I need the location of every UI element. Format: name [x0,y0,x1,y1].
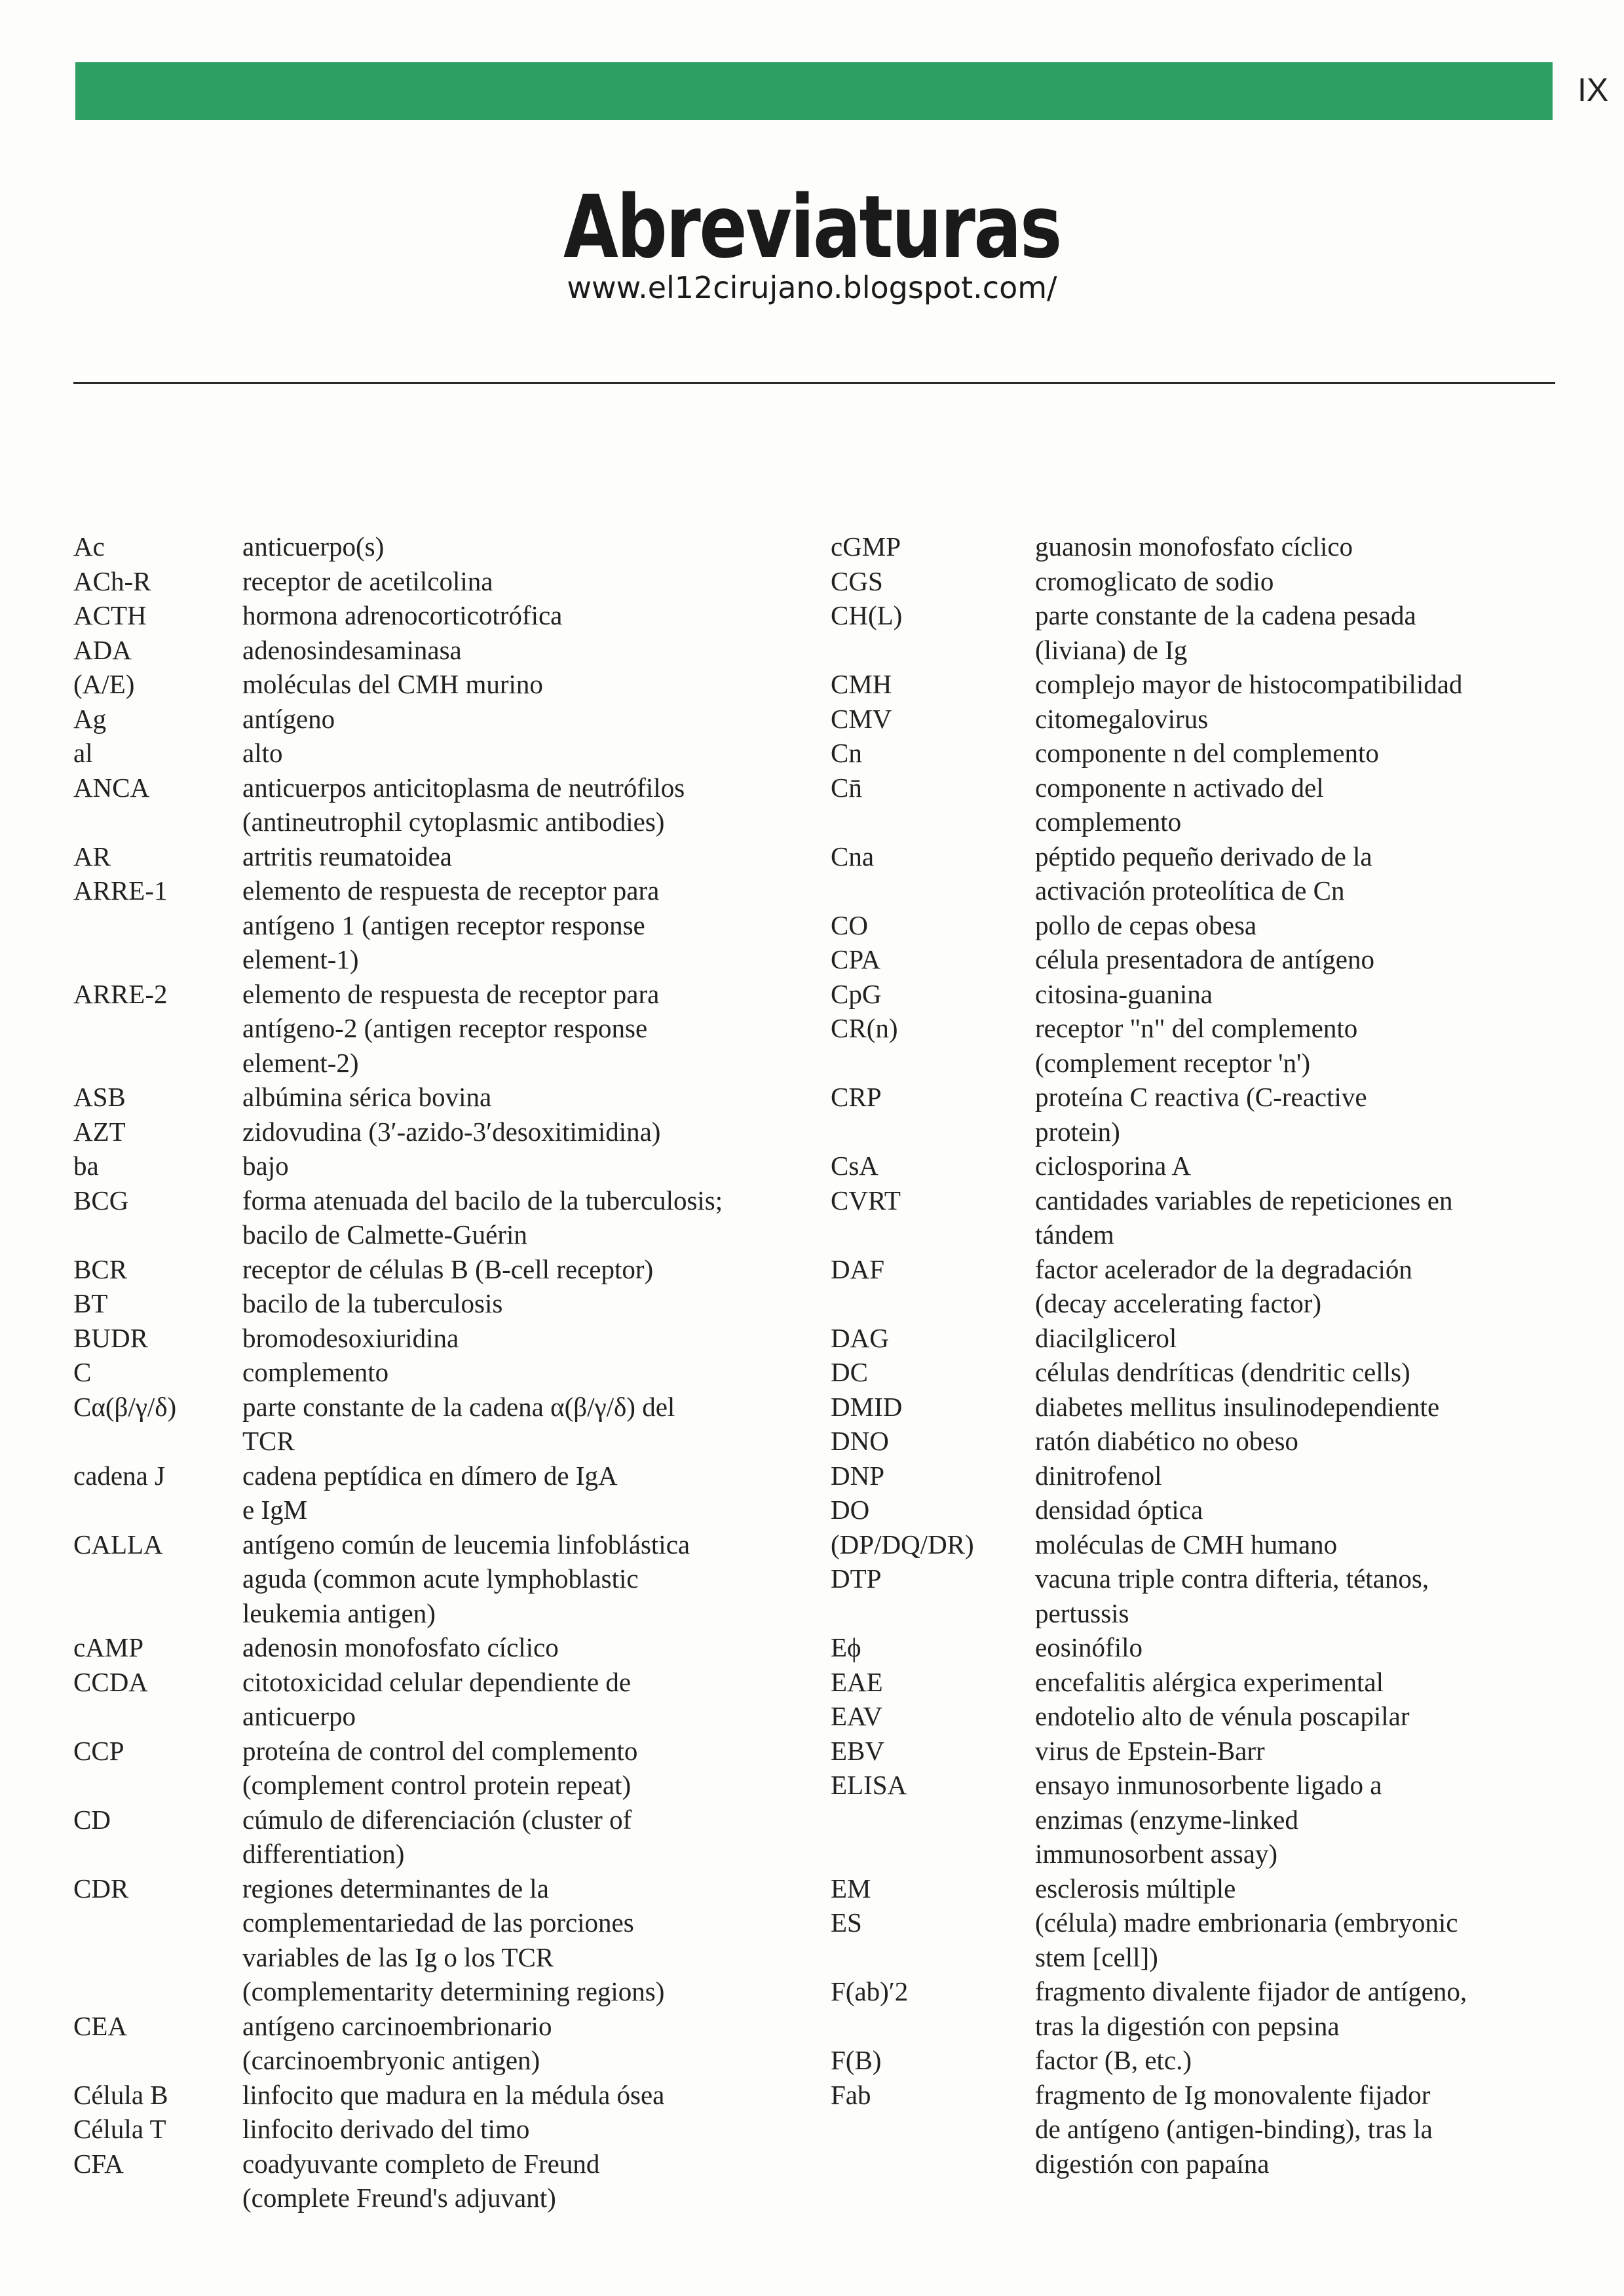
abbreviation-term: DO [831,1495,870,1525]
abbreviation-definition: antígeno carcinoembrionario (carcinoembryonic antigen) [242,2010,552,2075]
abbreviation-term: CR(n) [831,1013,898,1043]
abbreviation-definition: forma atenuada del bacilo de la tuberculosis; bacilo de Calmette-Guérin [242,1185,723,1250]
abbreviation-definition: citosina-guanina [1035,978,1213,1009]
abbreviation-entry [73,2078,807,2113]
abbreviation-term: ES [831,1907,862,1938]
abbreviation-entry [831,1321,1551,1356]
abbreviation-entry [73,1321,807,1356]
source-url: www.el12cirujano.blogspot.com/ [567,270,1057,305]
abbreviation-entry [831,1734,1551,1769]
abbreviation-entry [831,1665,1551,1700]
abbreviation-term: DMID [831,1391,903,1422]
abbreviation-definition: bromodesoxiuridina [242,1322,459,1353]
abbreviation-entry [73,1149,807,1183]
abbreviation-entry [73,1665,807,1734]
abbreviation-entry [831,1252,1551,1321]
page-number: IX [1577,71,1609,108]
abbreviation-entry [831,1355,1551,1390]
abbreviation-definition: dinitrofenol [1035,1460,1162,1491]
abbreviation-term: cadena J [73,1460,165,1491]
abbreviation-term: BCG [73,1185,129,1215]
abbreviation-definition: regiones determinantes de la complementariedad de las porciones variables de las Ig o los TCR (complementarity determining regions) [242,1873,665,2006]
abbreviation-term: EAV [831,1701,882,1731]
abbreviation-entry [831,1459,1551,1493]
page-title: Abreviaturas [563,177,1061,278]
abbreviation-term: CRP [831,1082,882,1112]
abbreviation-definition: cadena peptídica en dímero de IgA e IgM [242,1460,618,1525]
abbreviation-definition: albúmina sérica bovina [242,1082,492,1112]
abbreviation-term: cGMP [831,531,901,562]
abbreviation-entry [831,942,1551,977]
abbreviation-term: CsA [831,1151,878,1181]
abbreviation-entry [831,771,1551,839]
abbreviation-definition: receptor de células B (B-cell receptor) [242,1253,654,1284]
abbreviation-definition: vacuna triple contra difteria, tétanos, pertussis [1035,1563,1429,1628]
abbreviation-entry [831,977,1551,1012]
abbreviations-left-column [73,529,807,2215]
abbreviation-definition: pollo de cepas obesa [1035,909,1257,940]
abbreviation-definition: parte constante de la cadena pesada (liviana) de Ig [1035,600,1416,665]
abbreviation-term: CMH [831,669,892,699]
abbreviation-definition: células dendríticas (dendritic cells) [1035,1357,1410,1387]
abbreviation-definition: factor acelerador de la degradación (decay accelerating factor) [1035,1253,1412,1318]
abbreviation-definition: receptor "n" del complemento (complement receptor 'n') [1035,1013,1358,1078]
abbreviation-definition: fragmento divalente fijador de antígeno, tras la digestión con pepsina [1035,1976,1467,2041]
abbreviation-definition: ciclosporina A [1035,1151,1191,1181]
abbreviation-definition: densidad óptica [1035,1495,1203,1525]
abbreviation-definition: guanosin monofosfato cíclico [1035,531,1353,562]
abbreviation-entry [73,1871,807,2009]
abbreviation-definition: moléculas de CMH humano [1035,1529,1338,1559]
abbreviation-term: Cna [831,841,875,871]
abbreviation-term: ACh-R [73,565,151,596]
abbreviation-definition: componente n del complemento [1035,738,1379,768]
abbreviation-definition: elemento de respuesta de receptor para antígeno-2 (antigen receptor response element-2) [242,978,660,1078]
abbreviation-term: EAE [831,1666,883,1697]
abbreviation-term: CO [831,909,868,940]
abbreviation-entry [73,1252,807,1287]
abbreviation-term: Ac [73,531,105,562]
abbreviation-entry [73,2009,807,2078]
abbreviation-entry [831,1183,1551,1252]
abbreviation-term: EBV [831,1735,884,1766]
abbreviation-entry [73,977,807,1081]
abbreviation-entry [73,839,807,874]
abbreviation-definition: anticuerpos anticitoplasma de neutrófilos (antineutrophil cytoplasmic antibodies) [242,772,685,837]
abbreviation-definition: bacilo de la tuberculosis [242,1288,503,1318]
abbreviation-term: DNO [831,1426,889,1456]
abbreviation-term: DAF [831,1253,885,1284]
abbreviation-term: EM [831,1873,871,1904]
abbreviation-term: F(ab)′2 [831,1976,909,2006]
abbreviation-entry [73,2147,807,2215]
abbreviation-term: ACTH [73,600,147,630]
abbreviation-entry [831,1527,1551,1562]
abbreviation-entry [831,1149,1551,1183]
abbreviation-entry [831,1080,1551,1149]
abbreviation-term: BUDR [73,1322,148,1353]
abbreviation-definition: eosinófilo [1035,1632,1142,1662]
abbreviation-term: CDR [73,1873,129,1904]
abbreviation-entry [831,1905,1551,1974]
abbreviation-definition: citotoxicidad celular dependiente de anticuerpo [242,1666,632,1731]
abbreviation-definition: antígeno común de leucemia linfoblástica aguda (common acute lymphoblastic leukemia antigen) [242,1529,690,1628]
abbreviations-right-column [831,529,1551,2181]
abbreviation-term: ba [73,1151,99,1181]
abbreviation-term: CMV [831,703,892,734]
abbreviation-term: Cn̄ [831,772,862,803]
abbreviation-definition: receptor de acetilcolina [242,565,493,596]
abbreviation-definition: adenosin monofosfato cíclico [242,1632,559,1662]
abbreviation-definition: proteína C reactiva (C-reactive protein) [1035,1082,1367,1147]
abbreviation-term: BT [73,1288,108,1318]
abbreviation-term: Célula T [73,2114,166,2144]
abbreviation-term: al [73,738,93,768]
abbreviation-entry [73,564,807,599]
abbreviation-definition: diacilglicerol [1035,1322,1177,1353]
abbreviation-definition: linfocito derivado del timo [242,2114,530,2144]
abbreviation-term: BCR [73,1253,128,1284]
abbreviation-term: DC [831,1357,868,1387]
abbreviation-definition: anticuerpo(s) [242,531,385,562]
abbreviation-entry [831,1699,1551,1734]
abbreviation-entry [831,598,1551,667]
abbreviation-definition: diabetes mellitus insulinodependiente [1035,1391,1440,1422]
abbreviation-definition: complemento [242,1357,389,1387]
abbreviation-entry [831,564,1551,599]
abbreviation-entry [73,1355,807,1390]
abbreviation-entry [831,736,1551,771]
abbreviation-term: Cα(β/γ/δ) [73,1391,177,1422]
abbreviation-term: Cn [831,738,862,768]
abbreviation-term: C [73,1357,92,1387]
abbreviation-definition: artritis reumatoidea [242,841,452,871]
abbreviation-term: ARRE-2 [73,978,168,1009]
abbreviation-entry [73,1183,807,1252]
abbreviation-entry [73,702,807,737]
abbreviation-entry [831,1561,1551,1630]
abbreviation-definition: alto [242,738,283,768]
abbreviation-term: CEA [73,2010,127,2041]
abbreviation-entry [73,1286,807,1321]
abbreviation-entry [73,667,807,702]
abbreviation-definition: elemento de respuesta de receptor para antígeno 1 (antigen receptor response element-1) [242,875,660,974]
abbreviation-entry [73,1734,807,1803]
abbreviation-entry [831,1974,1551,2043]
abbreviation-term: CCP [73,1735,124,1766]
header-bar [75,62,1553,120]
abbreviation-entry [831,702,1551,737]
abbreviation-definition: péptido pequeño derivado de la activación proteolítica de Cn [1035,841,1372,906]
abbreviation-term: ADA [73,634,132,665]
abbreviation-entry [73,633,807,668]
abbreviation-term: Ag [73,703,107,734]
abbreviation-definition: (célula) madre embrionaria (embryonic stem [cell]) [1035,1907,1458,1972]
abbreviation-definition: cromoglicato de sodio [1035,565,1274,596]
abbreviation-entry [831,667,1551,702]
abbreviation-term: Eϕ [831,1632,861,1662]
abbreviation-term: DAG [831,1322,889,1353]
abbreviation-definition: cantidades variables de repeticiones en tándem [1035,1185,1453,1250]
abbreviation-definition: coadyuvante completo de Freund (complete Freund's adjuvant) [242,2148,600,2213]
abbreviation-definition: adenosindesaminasa [242,634,462,665]
title-divider [73,382,1555,384]
abbreviation-entry [73,1459,807,1527]
abbreviation-term: CFA [73,2148,124,2179]
abbreviation-entry [831,529,1551,564]
abbreviation-entry [831,1011,1551,1080]
abbreviation-definition: encefalitis alérgica experimental [1035,1666,1384,1697]
abbreviation-term: CPA [831,944,880,974]
abbreviation-definition: factor (B, etc.) [1035,2045,1192,2075]
abbreviation-entry [831,1630,1551,1665]
abbreviation-entry [73,1527,807,1631]
abbreviation-term: ELISA [831,1770,907,1800]
abbreviation-entry [831,1390,1551,1425]
abbreviation-term: CGS [831,565,883,596]
abbreviation-entry [831,1871,1551,1906]
abbreviation-definition: cúmulo de diferenciación (cluster of differentiation) [242,1804,632,1869]
abbreviation-term: (A/E) [73,669,135,699]
abbreviation-entry [831,908,1551,943]
abbreviation-term: CCDA [73,1666,148,1697]
abbreviation-term: (DP/DQ/DR) [831,1529,974,1559]
abbreviation-definition: bajo [242,1151,289,1181]
abbreviation-term: CpG [831,978,882,1009]
abbreviation-definition: proteína de control del complemento (complement control protein repeat) [242,1735,638,1800]
abbreviation-entry [73,873,807,977]
abbreviation-definition: parte constante de la cadena α(β/γ/δ) del TCR [242,1391,675,1456]
abbreviation-definition: esclerosis múltiple [1035,1873,1236,1904]
abbreviation-term: ANCA [73,772,150,803]
abbreviation-definition: citomegalovirus [1035,703,1209,734]
abbreviation-definition: zidovudina (3′-azido-3′desoxitimidina) [242,1116,661,1147]
abbreviation-term: AZT [73,1116,126,1147]
abbreviation-definition: ensayo inmunosorbente ligado a enzimas (enzyme-linked immunosorbent assay) [1035,1770,1382,1869]
abbreviation-entry [831,2078,1551,2181]
abbreviation-entry [73,1803,807,1871]
abbreviation-term: ASB [73,1082,126,1112]
abbreviation-entry [73,1390,807,1459]
abbreviation-definition: fragmento de Ig monovalente fijador de antígeno (antigen-binding), tras la digestión con papaína [1035,2079,1433,2179]
abbreviation-entry [73,1115,807,1149]
abbreviation-entry [73,1630,807,1665]
abbreviation-term: AR [73,841,111,871]
abbreviation-definition: virus de Epstein-Barr [1035,1735,1265,1766]
abbreviation-term: ARRE-1 [73,875,168,906]
abbreviation-entry [73,736,807,771]
abbreviation-entry [73,2112,807,2147]
abbreviation-term: Célula B [73,2079,168,2110]
abbreviation-term: Fab [831,2079,871,2110]
abbreviation-entry [831,1493,1551,1527]
abbreviation-definition: linfocito que madura en la médula ósea [242,2079,665,2110]
abbreviation-entry [73,1080,807,1115]
abbreviation-definition: endotelio alto de vénula poscapilar [1035,1701,1410,1731]
abbreviation-definition: ratón diabético no obeso [1035,1426,1298,1456]
abbreviation-definition: complejo mayor de histocompatibilidad [1035,669,1463,699]
abbreviation-term: DTP [831,1563,882,1594]
abbreviation-definition: moléculas del CMH murino [242,669,543,699]
abbreviation-entry [73,529,807,564]
abbreviation-term: CH(L) [831,600,903,630]
abbreviation-definition: componente n activado del complemento [1035,772,1324,837]
abbreviation-entry [831,2043,1551,2078]
abbreviation-entry [831,839,1551,908]
abbreviation-term: CD [73,1804,111,1835]
abbreviation-term: DNP [831,1460,885,1491]
abbreviation-term: cAMP [73,1632,144,1662]
abbreviation-term: CVRT [831,1185,901,1215]
abbreviation-definition: antígeno [242,703,335,734]
abbreviation-term: F(B) [831,2045,882,2075]
abbreviation-term: CALLA [73,1529,163,1559]
abbreviation-entry [831,1768,1551,1871]
abbreviation-entry [73,771,807,839]
abbreviation-definition: hormona adrenocorticotrófica [242,600,563,630]
abbreviation-entry [73,598,807,633]
abbreviation-definition: célula presentadora de antígeno [1035,944,1374,974]
abbreviation-entry [831,1424,1551,1459]
